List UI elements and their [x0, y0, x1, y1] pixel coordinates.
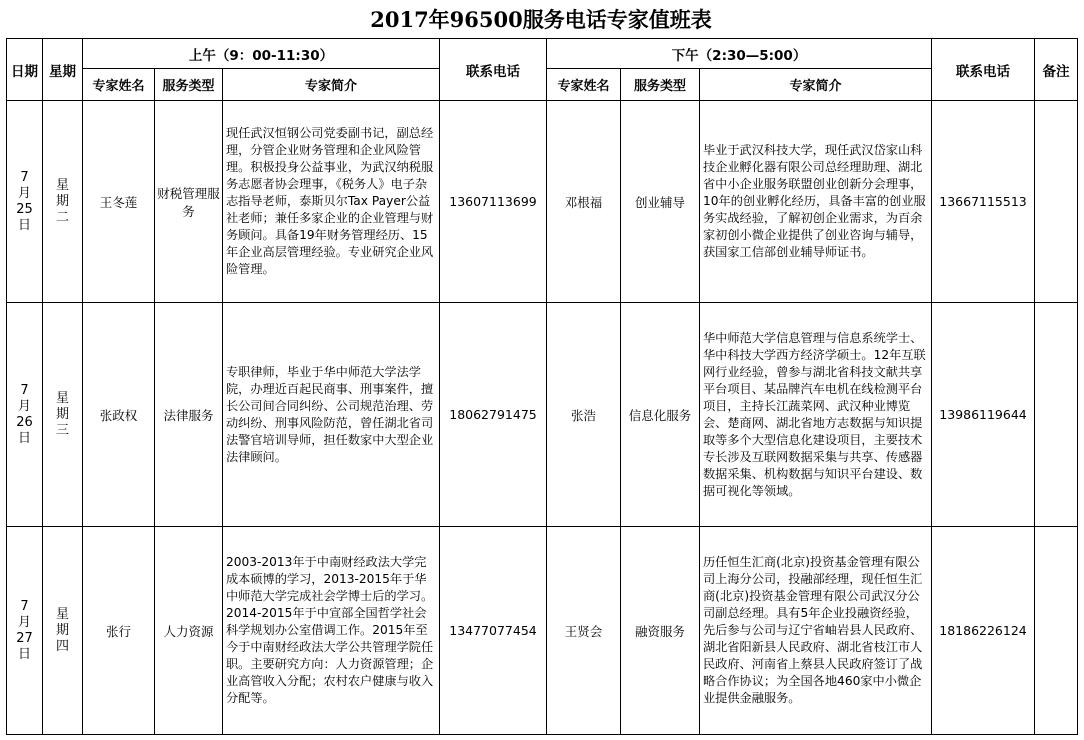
weekday-cell: 星 期 三: [43, 303, 83, 527]
pm-name-header: 专家姓名: [547, 69, 621, 101]
table-row: [7, 527, 1078, 735]
am-expert-intro: 现任武汉恒钢公司党委副书记，副总经理，分管企业财务管理和企业风险管理。积极投身公益事业，为武汉纳税服务志愿者协会理事，《税务人》电子杂志指导老师，泰斯贝尔Tax Payer公益社老师；兼任多家企业的企业管理与财务顾问。具备19年财务管理经历、15年企业高层管理经验。专业研究企业风险管理。: [223, 101, 440, 303]
pm-phone: 13986119644: [932, 303, 1035, 527]
remark-cell: [1035, 527, 1078, 735]
pm-phone-header: 联系电话: [932, 39, 1035, 101]
am-name-header: 专家姓名: [83, 69, 155, 101]
pm-service-type: 融资服务: [621, 527, 700, 735]
am-service-type: 人力资源: [155, 527, 223, 735]
am-phone: 13477077454: [440, 527, 547, 735]
pm-service-type: 信息化服务: [621, 303, 700, 527]
am-expert-intro: 专职律师，毕业于华中师范大学法学院，办理近百起民商事、刑事案件，擅长公司间合同纠纷、公司规范治理、劳动纠纷、刑事风险防范，曾任湖北省司法警官培训导师，担任数家中大型企业法律顾问。: [223, 303, 440, 527]
page-title: 2017年96500服务电话专家值班表: [370, 7, 712, 32]
table-row: [7, 303, 1078, 527]
pm-phone: 13667115513: [932, 101, 1035, 303]
am-service-type: 法律服务: [155, 303, 223, 527]
header-row-1: [7, 39, 1078, 69]
date-cell: 7 月 26 日: [7, 303, 43, 527]
pm-expert-intro: 毕业于武汉科技大学，现任武汉岱家山科技企业孵化器有限公司总经理助理、湖北省中小企业服务联盟创业创新分会理事，10年的创业孵化经历，具备丰富的创业服务实战经验，了解初创企业需求，为百余家初创小微企业提供了创业咨询与辅导，获国家工信部创业辅导师证书。: [700, 101, 932, 303]
pm-expert-intro: 华中师范大学信息管理与信息系统学士、华中科技大学西方经济学硕士。12年互联网行业经验，曾参与湖北省科技文献共享平台项目、某品牌汽车电机在线检测平台项目，主持长江蔬菜网、武汉种业博览会、楚商网、湖北省地方志数据与知识提取等多个大型信息化建设项目，主要技术专长涉及互联网数据采集与共享、传感器数据采集、机构数据与知识平台建设、数据可视化等领域。: [700, 303, 932, 527]
date-cell: 7 月 27 日: [7, 527, 43, 735]
weekday-cell: 星 期 二: [43, 101, 83, 303]
pm-service-type: 创业辅导: [621, 101, 700, 303]
pm-phone: 18186226124: [932, 527, 1035, 735]
remark-cell: [1035, 101, 1078, 303]
morning-header: 上午（9：00-11:30）: [83, 39, 440, 69]
remark-cell: [1035, 303, 1078, 527]
am-phone: 13607113699: [440, 101, 547, 303]
pm-expert-name: 邓根福: [547, 101, 621, 303]
am-phone-header: 联系电话: [440, 39, 547, 101]
remark-header: 备注: [1035, 39, 1078, 101]
date-cell: 7 月 25 日: [7, 101, 43, 303]
am-expert-name: 王冬莲: [83, 101, 155, 303]
am-intro-header: 专家简介: [223, 69, 440, 101]
pm-expert-name: 王贤会: [547, 527, 621, 735]
weekday-cell: 星 期 四: [43, 527, 83, 735]
table-row: [7, 101, 1078, 303]
weekday-header: 星期: [43, 39, 83, 101]
am-expert-intro: 2003-2013年于中南财经政法大学完成本硕博的学习，2013-2015年于华中师范大学完成社会学博士后的学习。2014-2015年于中宣部全国哲学社会科学规划办公室借调工作。2015年至今于中南财经政法大学公共管理学院任职。主要研究方向：人力资源管理；企业高管收入分配；农村农户健康与收入分配等。: [223, 527, 440, 735]
pm-expert-intro: 历任恒生汇商(北京)投资基金管理有限公司上海分公司，投融部经理，现任恒生汇商(北京)投资基金管理有限公司武汉分公司副总经理。具有5年企业投融资经验，先后参与公司与辽宁省岫岩县人民政府、湖北省阳新县人民政府、湖北省枝江市人民政府、河南省上蔡县人民政府签订了战略合作协议；为全国各地460家中小微企业提供金融服务。: [700, 527, 932, 735]
afternoon-header: 下午（2:30—5:00）: [547, 39, 932, 69]
pm-intro-header: 专家简介: [700, 69, 932, 101]
pm-expert-name: 张浩: [547, 303, 621, 527]
am-expert-name: 张政权: [83, 303, 155, 527]
am-expert-name: 张行: [83, 527, 155, 735]
am-service-type: 财税管理服务: [155, 101, 223, 303]
am-phone: 18062791475: [440, 303, 547, 527]
am-type-header: 服务类型: [155, 69, 223, 101]
pm-type-header: 服务类型: [621, 69, 700, 101]
duty-table: [6, 38, 1078, 735]
date-header: 日期: [7, 39, 43, 101]
